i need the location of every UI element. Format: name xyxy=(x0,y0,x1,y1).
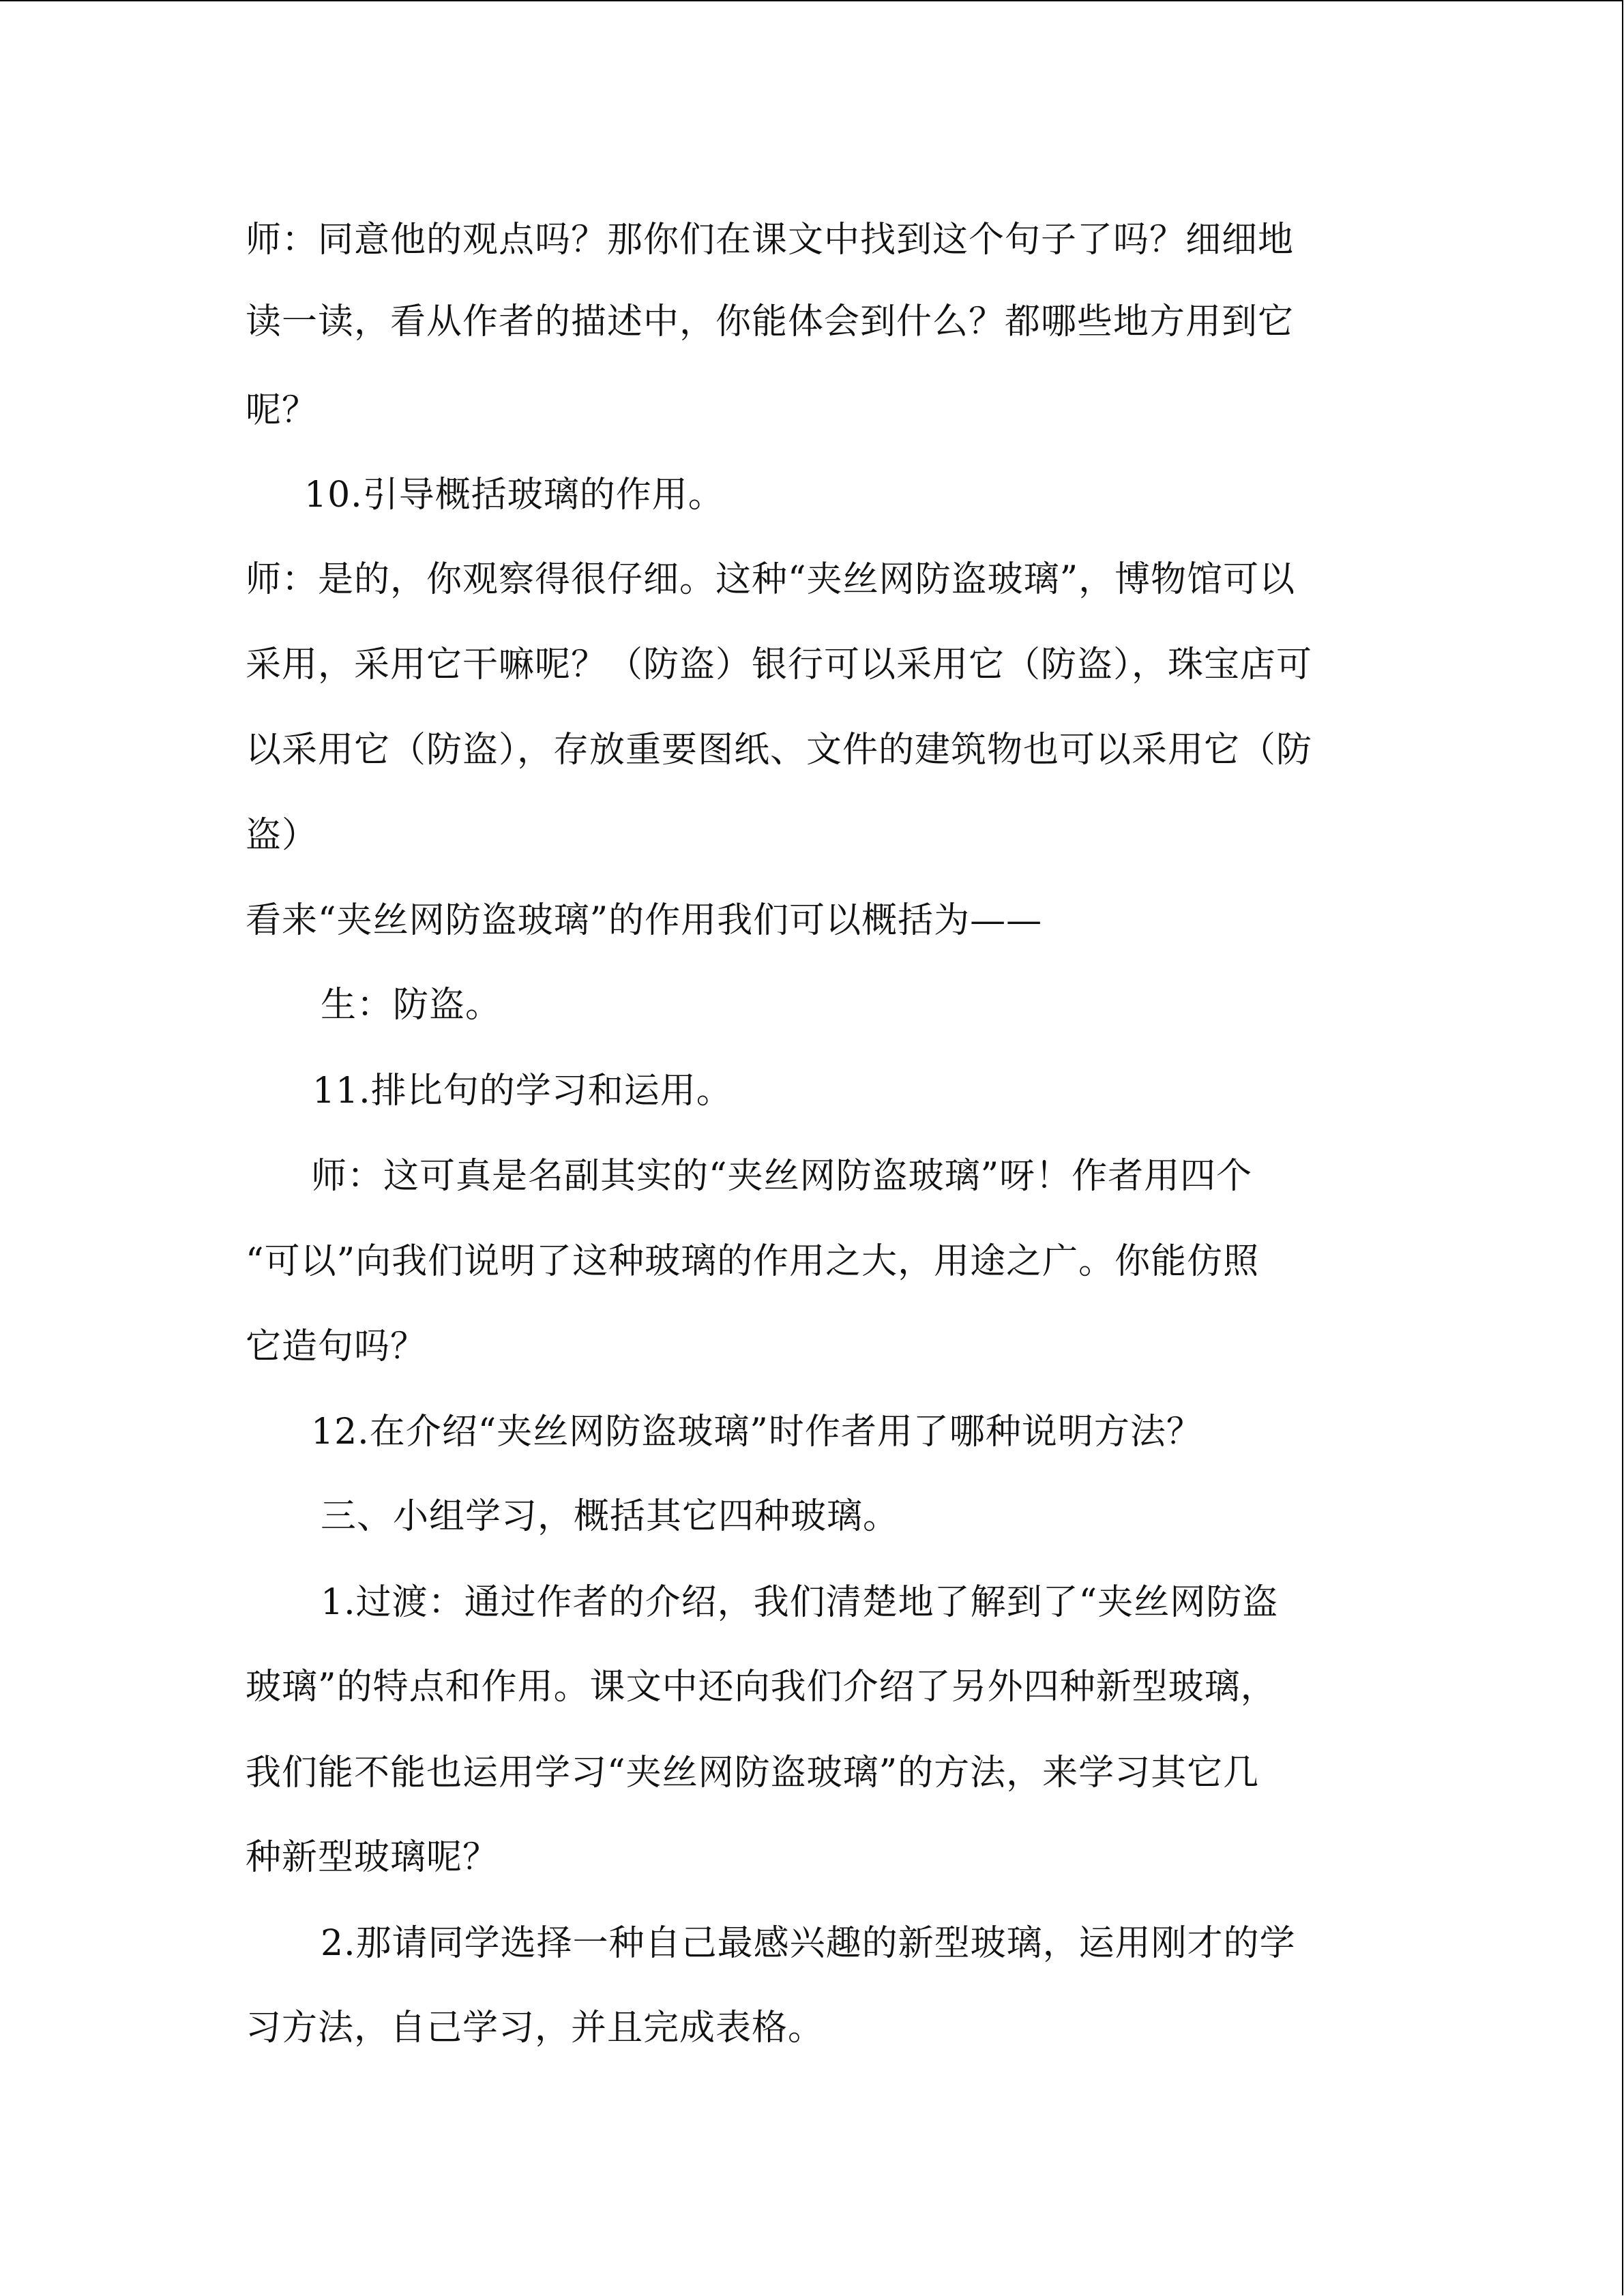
text-line-14: 它造句吗？ xyxy=(246,1326,427,1367)
text-line-12: 师：这可真是名副其实的“夹丝网防盗玻璃”呀！作者用四个 xyxy=(311,1156,1253,1197)
text-line-2: 读一读，看从作者的描述中，你能体会到什么？都哪些地方用到它 xyxy=(246,301,1295,342)
text-line-21: 2.那请同学选择一种自己最感兴趣的新型玻璃，运用刚才的学 xyxy=(321,1923,1296,1964)
text-line-19: 我们能不能也运用学习“夹丝网防盗玻璃”的方法，来学习其它几 xyxy=(246,1753,1260,1793)
text-line-18: 玻璃”的特点和作用。课文中还向我们介绍了另外四种新型玻璃， xyxy=(246,1667,1277,1708)
text-line-22: 习方法，自己学习，并且完成表格。 xyxy=(246,2008,825,2048)
text-line-17: 1.过渡：通过作者的介绍，我们清楚地了解到了“夹丝网防盗 xyxy=(321,1582,1279,1623)
text-line-15: 12.在介绍“夹丝网防盗玻璃”时作者用了哪种说明方法？ xyxy=(311,1412,1202,1452)
text-line-7: 以采用它（防盗），存放重要图纸、文件的建筑物也可以采用它（防 xyxy=(246,730,1313,771)
text-line-5: 师：是的，你观察得很仔细。这种“夹丝网防盗玻璃”，博物馆可以 xyxy=(246,559,1296,600)
text-line-3: 呢？ xyxy=(246,390,319,431)
text-line-20: 种新型玻璃呢？ xyxy=(246,1837,499,1878)
text-line-13: “可以”向我们说明了这种玻璃的作用之大，用途之广。你能仿照 xyxy=(246,1241,1260,1282)
text-line-1: 师：同意他的观点吗？那你们在课文中找到这个句子了吗？细细地 xyxy=(246,220,1295,260)
text-line-11: 11.排比句的学习和运用。 xyxy=(312,1071,733,1112)
text-line-6: 采用，采用它干嘛呢？（防盗）银行可以采用它（防盗），珠宝店可 xyxy=(246,644,1313,685)
text-line-10: 生：防盗。 xyxy=(321,985,502,1026)
text-line-8: 盗） xyxy=(246,815,319,856)
text-line-4: 10.引导概括玻璃的作用。 xyxy=(304,475,724,516)
text-line-9: 看来“夹丝网防盗玻璃”的作用我们可以概括为—— xyxy=(246,900,1043,941)
text-line-16: 三、小组学习，概括其它四种玻璃。 xyxy=(321,1496,900,1537)
